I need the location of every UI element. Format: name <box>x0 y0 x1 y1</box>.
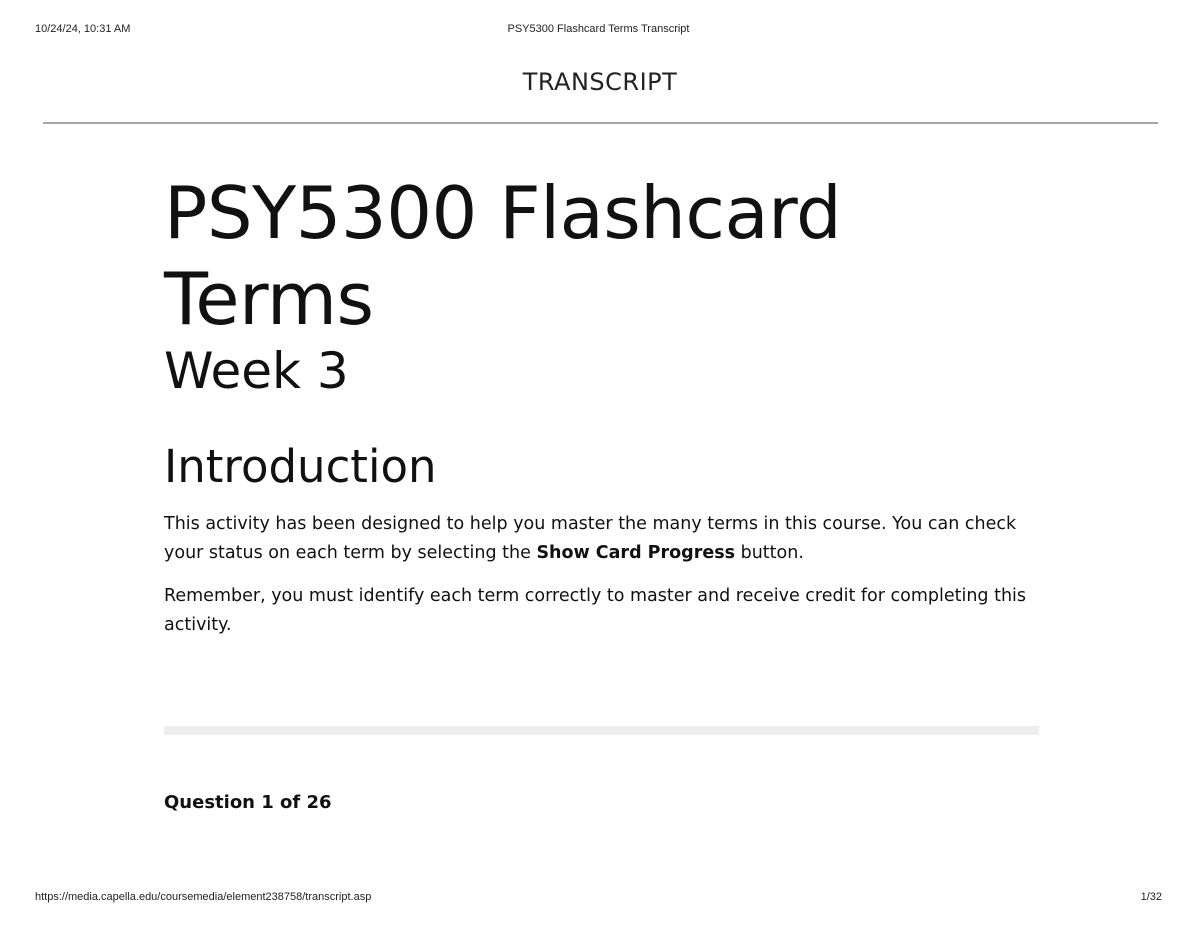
section-divider-bar <box>164 726 1039 735</box>
page-title: PSY5300 Flashcard Terms <box>164 171 842 341</box>
transcript-heading: TRANSCRIPT <box>522 68 678 96</box>
show-card-progress-label: Show Card Progress <box>536 543 736 563</box>
intro-paragraph <box>164 510 1039 568</box>
print-url: https://media.capella.edu/coursemedia/element238758/transcript.asp <box>35 891 372 903</box>
print-footer <box>35 891 1162 907</box>
intro-text-before: This activity has been designed to help you master the many terms in this course. You can check your status on each term by selecting the <box>164 514 1017 563</box>
page-subtitle: Week 3 <box>164 342 349 400</box>
print-header <box>35 23 1162 39</box>
print-document-title: PSY5300 Flashcard Terms Transcript <box>507 23 690 35</box>
reminder-paragraph: Remember, you must identify each term correctly to master and receive credit for completing this activity. <box>164 586 1027 635</box>
page-number: 1/32 <box>1140 891 1162 903</box>
header-divider <box>43 122 1158 124</box>
main-content <box>164 170 1039 640</box>
question-counter: Question 1 of 26 <box>164 792 332 813</box>
intro-text-after: button. <box>735 543 804 563</box>
section-heading-introduction: Introduction <box>164 440 437 493</box>
print-datetime: 10/24/24, 10:31 AM <box>35 23 131 35</box>
